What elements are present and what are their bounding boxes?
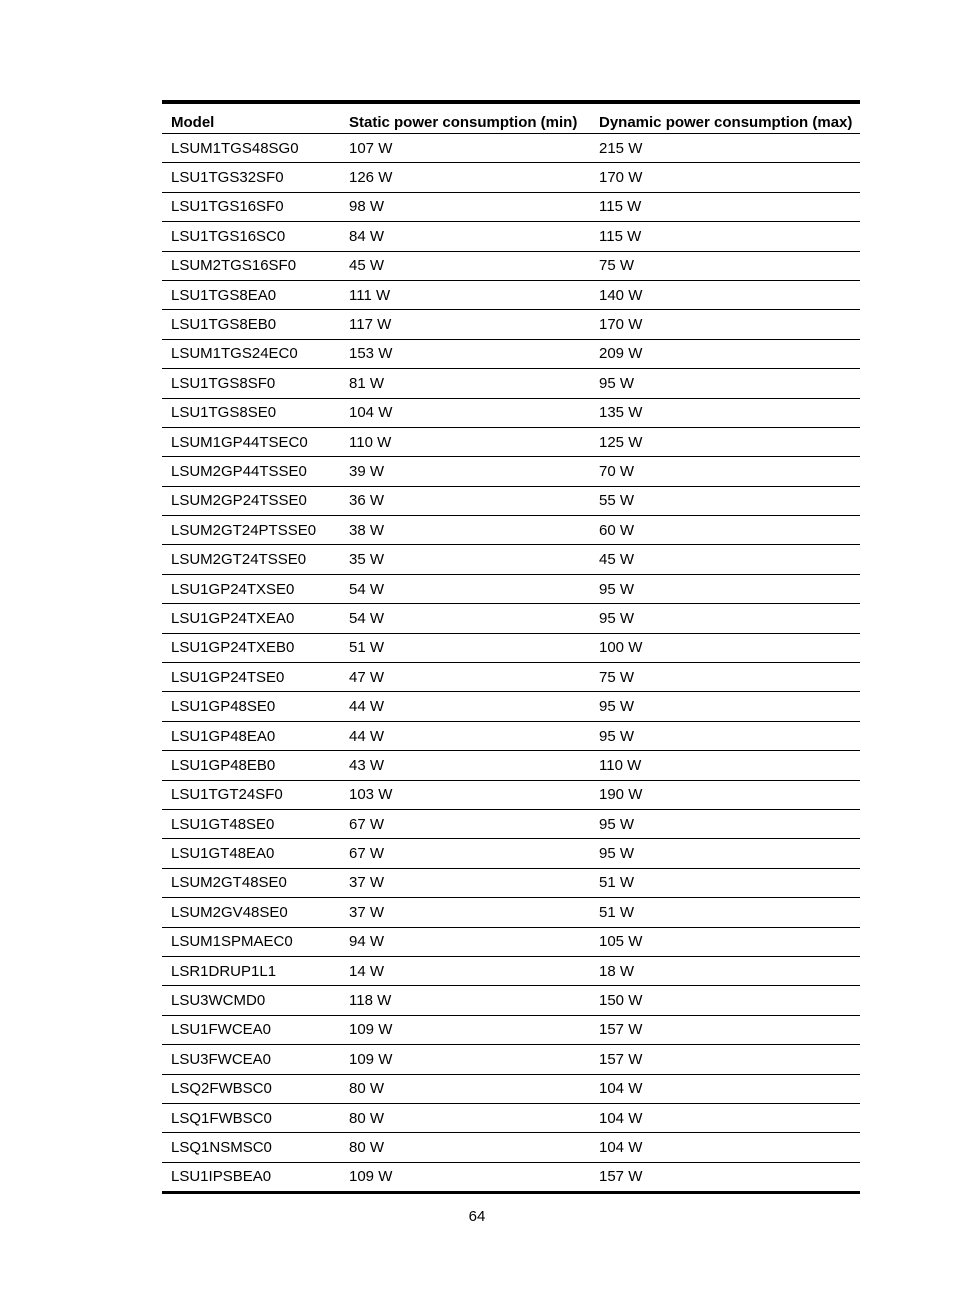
cell-static-power: 109 W	[340, 1015, 590, 1044]
cell-dynamic-power: 75 W	[590, 251, 860, 280]
table-row	[162, 780, 860, 809]
cell-dynamic-power: 100 W	[590, 633, 860, 662]
cell-static-power: 126 W	[340, 163, 590, 192]
cell-static-power: 47 W	[340, 663, 590, 692]
table-row	[162, 163, 860, 192]
cell-dynamic-power: 209 W	[590, 339, 860, 368]
cell-dynamic-power: 95 W	[590, 809, 860, 838]
cell-model: LSU1IPSBEA0	[171, 1168, 272, 1186]
cell-dynamic-power: 95 W	[590, 604, 860, 633]
table-row	[162, 339, 860, 368]
cell-static-power: 80 W	[340, 1103, 590, 1132]
cell-dynamic-power: 157 W	[599, 1168, 643, 1186]
cell-static-power: 109 W	[340, 1045, 590, 1074]
cell-static-power: 103 W	[340, 780, 590, 809]
cell-dynamic-power: 115 W	[590, 222, 860, 251]
table-row	[162, 898, 860, 927]
cell-model: LSU1GP24TXSE0	[162, 574, 340, 603]
cell-dynamic-power: 170 W	[590, 310, 860, 339]
table-row	[162, 868, 860, 897]
cell-model: LSUM2GP44TSSE0	[162, 457, 340, 486]
cell-static-power: 36 W	[340, 486, 590, 515]
table-row	[162, 1162, 860, 1191]
cell-model: LSU1FWCEA0	[162, 1015, 340, 1044]
cell-dynamic-power: 157 W	[590, 1015, 860, 1044]
table-row	[162, 809, 860, 838]
cell-static-power: 44 W	[340, 721, 590, 750]
table-row	[162, 927, 860, 956]
cell-static-power: 67 W	[340, 839, 590, 868]
cell-model: LSUM2GT48SE0	[162, 868, 340, 897]
table-row	[162, 721, 860, 750]
cell-static-power: 118 W	[340, 986, 590, 1015]
table-row	[162, 545, 860, 574]
cell-model: LSUM1TGS24EC0	[162, 339, 340, 368]
cell-dynamic-power: 51 W	[590, 868, 860, 897]
table-row	[162, 692, 860, 721]
cell-dynamic-power: 18 W	[590, 956, 860, 985]
cell-model: LSU1GP48EA0	[162, 721, 340, 750]
cell-model: LSU1GT48EA0	[162, 839, 340, 868]
cell-model: LSU1GP24TSE0	[162, 663, 340, 692]
cell-dynamic-power: 95 W	[590, 692, 860, 721]
cell-model: LSUM2GT24TSSE0	[162, 545, 340, 574]
cell-static-power: 84 W	[340, 222, 590, 251]
cell-static-power: 67 W	[340, 809, 590, 838]
cell-static-power: 35 W	[340, 545, 590, 574]
table-row	[162, 369, 860, 398]
table-body	[162, 134, 860, 1192]
cell-dynamic-power: 95 W	[590, 839, 860, 868]
cell-dynamic-power: 104 W	[590, 1103, 860, 1132]
cell-dynamic-power: 104 W	[590, 1074, 860, 1103]
cell-dynamic-power: 170 W	[590, 163, 860, 192]
cell-model: LSU1TGS32SF0	[162, 163, 340, 192]
cell-dynamic-power: 95 W	[590, 369, 860, 398]
cell-static-power: 54 W	[340, 604, 590, 633]
cell-model: LSU1TGS8EA0	[162, 280, 340, 309]
cell-dynamic-power: 70 W	[590, 457, 860, 486]
cell-static-power: 39 W	[340, 457, 590, 486]
cell-static-power: 38 W	[340, 516, 590, 545]
cell-model: LSU3FWCEA0	[162, 1045, 340, 1074]
cell-dynamic-power: 45 W	[590, 545, 860, 574]
cell-static-power: 51 W	[340, 633, 590, 662]
table-row	[162, 1015, 860, 1044]
cell-dynamic-power: 135 W	[590, 398, 860, 427]
table-row	[162, 280, 860, 309]
cell-model: LSUM2GV48SE0	[162, 898, 340, 927]
cell-dynamic-power: 104 W	[590, 1133, 860, 1162]
header-static-power: Static power consumption (min)	[340, 104, 590, 134]
header-dynamic-power: Dynamic power consumption (max)	[590, 104, 860, 134]
cell-model: LSR1DRUP1L1	[162, 956, 340, 985]
cell-model: LSU1GP48EB0	[162, 751, 340, 780]
cell-static-power: 45 W	[340, 251, 590, 280]
cell-static-power: 107 W	[340, 134, 590, 163]
cell-model: LSU1GP24TXEB0	[162, 633, 340, 662]
cell-model: LSU1TGS16SC0	[162, 222, 340, 251]
table-row	[162, 398, 860, 427]
header-model: Model	[162, 104, 340, 134]
page-number: 64	[468, 1208, 486, 1225]
cell-model: LSU1GP24TXEA0	[162, 604, 340, 633]
cell-static-power: 81 W	[340, 369, 590, 398]
table-row	[162, 251, 860, 280]
cell-static-power: 14 W	[340, 956, 590, 985]
cell-dynamic-power: 115 W	[590, 192, 860, 221]
cell-dynamic-power: 51 W	[590, 898, 860, 927]
cell-static-power: 117 W	[340, 310, 590, 339]
cell-static-power: 44 W	[340, 692, 590, 721]
cell-model: LSQ1NSMSC0	[162, 1133, 340, 1162]
cell-dynamic-power: 125 W	[590, 427, 860, 456]
cell-static-power: 109 W	[349, 1168, 393, 1186]
cell-dynamic-power: 150 W	[590, 986, 860, 1015]
cell-dynamic-power: 215 W	[590, 134, 860, 163]
cell-static-power: 153 W	[340, 339, 590, 368]
table-row	[162, 1103, 860, 1132]
cell-static-power: 37 W	[340, 898, 590, 927]
cell-static-power: 104 W	[340, 398, 590, 427]
cell-dynamic-power: 157 W	[590, 1045, 860, 1074]
table-row	[162, 1045, 860, 1074]
table-row	[162, 457, 860, 486]
cell-model: LSQ2FWBSC0	[162, 1074, 340, 1103]
cell-model: LSUM2TGS16SF0	[162, 251, 340, 280]
cell-model: LSU1TGS8SF0	[162, 369, 340, 398]
cell-dynamic-power: 60 W	[590, 516, 860, 545]
cell-dynamic-power: 95 W	[590, 721, 860, 750]
table-row	[162, 486, 860, 515]
cell-static-power: 54 W	[340, 574, 590, 603]
table-row	[162, 134, 860, 163]
power-table	[162, 104, 860, 1191]
table-row	[162, 192, 860, 221]
table-row	[162, 574, 860, 603]
table-row	[162, 1074, 860, 1103]
cell-model: LSU1TGT24SF0	[162, 780, 340, 809]
table-header-row	[162, 104, 860, 134]
cell-dynamic-power: 75 W	[590, 663, 860, 692]
cell-model: LSU1TGS16SF0	[162, 192, 340, 221]
cell-model: LSU1GT48SE0	[162, 809, 340, 838]
table-row	[162, 427, 860, 456]
cell-model: LSUM1TGS48SG0	[162, 134, 340, 163]
table-row	[162, 986, 860, 1015]
table-row	[162, 751, 860, 780]
table-row	[162, 633, 860, 662]
cell-dynamic-power: 55 W	[590, 486, 860, 515]
cell-model: LSQ1FWBSC0	[162, 1103, 340, 1132]
cell-static-power: 43 W	[340, 751, 590, 780]
table-row	[162, 604, 860, 633]
cell-model: LSU1TGS8SE0	[162, 398, 340, 427]
cell-static-power: 37 W	[340, 868, 590, 897]
cell-model: LSU3WCMD0	[162, 986, 340, 1015]
table-row	[162, 310, 860, 339]
cell-static-power: 94 W	[340, 927, 590, 956]
cell-model: LSUM2GT24PTSSE0	[162, 516, 340, 545]
cell-model: LSUM1GP44TSEC0	[162, 427, 340, 456]
table-row	[162, 1133, 860, 1162]
cell-dynamic-power: 105 W	[590, 927, 860, 956]
cell-static-power: 98 W	[340, 192, 590, 221]
cell-model: LSUM2GP24TSSE0	[162, 486, 340, 515]
table-row	[162, 516, 860, 545]
cell-dynamic-power: 110 W	[590, 751, 860, 780]
power-consumption-table	[162, 100, 860, 1194]
cell-dynamic-power: 190 W	[590, 780, 860, 809]
table-row	[162, 956, 860, 985]
cell-static-power: 80 W	[340, 1133, 590, 1162]
table-row	[162, 663, 860, 692]
table-row	[162, 839, 860, 868]
cell-static-power: 80 W	[340, 1074, 590, 1103]
cell-dynamic-power: 140 W	[590, 280, 860, 309]
cell-static-power: 111 W	[340, 280, 590, 309]
cell-dynamic-power: 95 W	[590, 574, 860, 603]
table-row	[162, 222, 860, 251]
cell-model: LSUM1SPMAEC0	[162, 927, 340, 956]
cell-model: LSU1TGS8EB0	[162, 310, 340, 339]
cell-model: LSU1GP48SE0	[162, 692, 340, 721]
cell-static-power: 110 W	[340, 427, 590, 456]
